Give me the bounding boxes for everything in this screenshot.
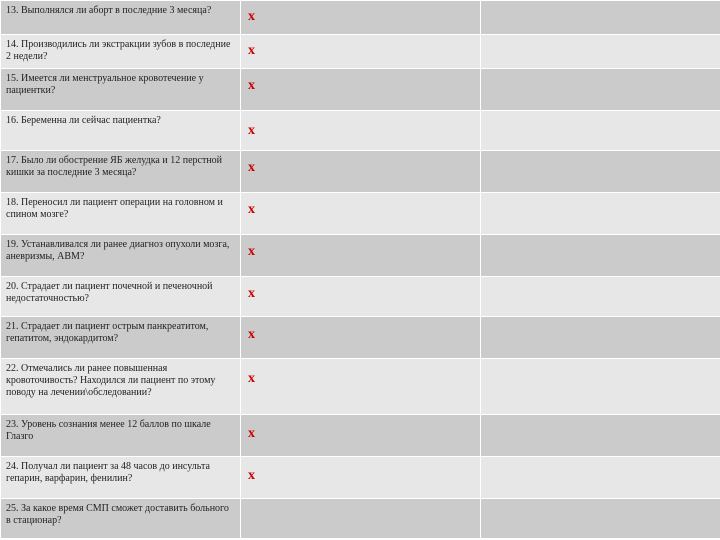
- x-mark: x: [248, 286, 255, 301]
- table-row: [1, 359, 720, 415]
- question-text: 18. Переносил ли пациент операции на головном и спином мозге?: [6, 197, 223, 220]
- question-cell: [1, 151, 241, 193]
- answer-cell: [241, 111, 481, 151]
- notes-cell: [481, 193, 720, 235]
- notes-cell: [481, 35, 720, 69]
- notes-cell: [481, 317, 720, 359]
- answer-cell: [241, 1, 481, 35]
- table-row: [1, 415, 720, 457]
- question-cell: [1, 415, 241, 457]
- x-mark: x: [248, 468, 255, 483]
- x-mark: x: [248, 78, 255, 93]
- question-text: 20. Страдает ли пациент почечной и печеночной недостаточностью?: [6, 281, 213, 304]
- table-row: [1, 277, 720, 317]
- question-cell: [1, 1, 241, 35]
- notes-cell: [481, 359, 720, 415]
- x-mark: x: [248, 9, 255, 24]
- x-mark: x: [248, 43, 255, 58]
- question-text: 17. Было ли обострение ЯБ желудка и 12 перстной кишки за последние 3 месяца?: [6, 155, 223, 178]
- question-cell: [1, 235, 241, 277]
- question-text: 13. Выполнялся ли аборт в последние 3 месяца?: [6, 5, 212, 16]
- x-mark: x: [248, 160, 255, 175]
- notes-cell: [481, 111, 720, 151]
- table-row: [1, 193, 720, 235]
- question-cell: [1, 499, 241, 539]
- table-row: [1, 499, 720, 539]
- answer-cell: [241, 69, 481, 111]
- notes-cell: [481, 457, 720, 499]
- question-text: 19. Устанавливался ли ранее диагноз опухоли мозга, аневризмы, АВМ?: [6, 239, 230, 262]
- table-row: [1, 111, 720, 151]
- question-text: 21. Страдает ли пациент острым панкреатитом, гепатитом, эндокардитом?: [6, 321, 209, 344]
- notes-cell: [481, 415, 720, 457]
- notes-cell: [481, 277, 720, 317]
- x-mark: x: [248, 244, 255, 259]
- notes-cell: [481, 69, 720, 111]
- answer-cell: [241, 35, 481, 69]
- question-cell: [1, 457, 241, 499]
- x-mark: x: [248, 371, 255, 386]
- table-row: [1, 151, 720, 193]
- x-mark: x: [248, 123, 255, 138]
- table-row: [1, 457, 720, 499]
- answer-cell: [241, 359, 481, 415]
- question-text: 15. Имеется ли менструальное кровотечение у пациентки?: [6, 73, 204, 96]
- answer-cell: [241, 499, 481, 539]
- question-text: 23. Уровень сознания менее 12 баллов по шкале Глазго: [6, 419, 211, 442]
- question-text: 24. Получал ли пациент за 48 часов до инсульта гепарин, варфарин, фенилин?: [6, 461, 210, 484]
- question-cell: [1, 359, 241, 415]
- question-text: 25. За какое время СМП сможет доставить больного в стационар?: [6, 503, 229, 526]
- answer-cell: [241, 235, 481, 277]
- question-cell: [1, 35, 241, 69]
- answer-cell: [241, 151, 481, 193]
- question-cell: [1, 111, 241, 151]
- notes-cell: [481, 1, 720, 35]
- notes-cell: [481, 151, 720, 193]
- answer-cell: [241, 277, 481, 317]
- table-row: [1, 69, 720, 111]
- question-text: 14. Производились ли экстракции зубов в последние 2 недели?: [6, 39, 231, 62]
- x-mark: x: [248, 426, 255, 441]
- x-mark: x: [248, 202, 255, 217]
- question-text: 16. Беременна ли сейчас пациентка?: [6, 115, 161, 126]
- answer-cell: [241, 317, 481, 359]
- table-row: [1, 235, 720, 277]
- question-cell: [1, 317, 241, 359]
- notes-cell: [481, 235, 720, 277]
- table-row: [1, 1, 720, 35]
- question-text: 22. Отмечались ли ранее повышенная кровоточивость? Находился ли пациент по этому поводу на лечении\обследовании?: [6, 363, 216, 398]
- answer-cell: [241, 415, 481, 457]
- x-mark: x: [248, 327, 255, 342]
- answer-cell: [241, 457, 481, 499]
- notes-cell: [481, 499, 720, 539]
- table-row: [1, 35, 720, 69]
- question-cell: [1, 193, 241, 235]
- answer-cell: [241, 193, 481, 235]
- question-cell: [1, 277, 241, 317]
- table-row: [1, 317, 720, 359]
- question-cell: [1, 69, 241, 111]
